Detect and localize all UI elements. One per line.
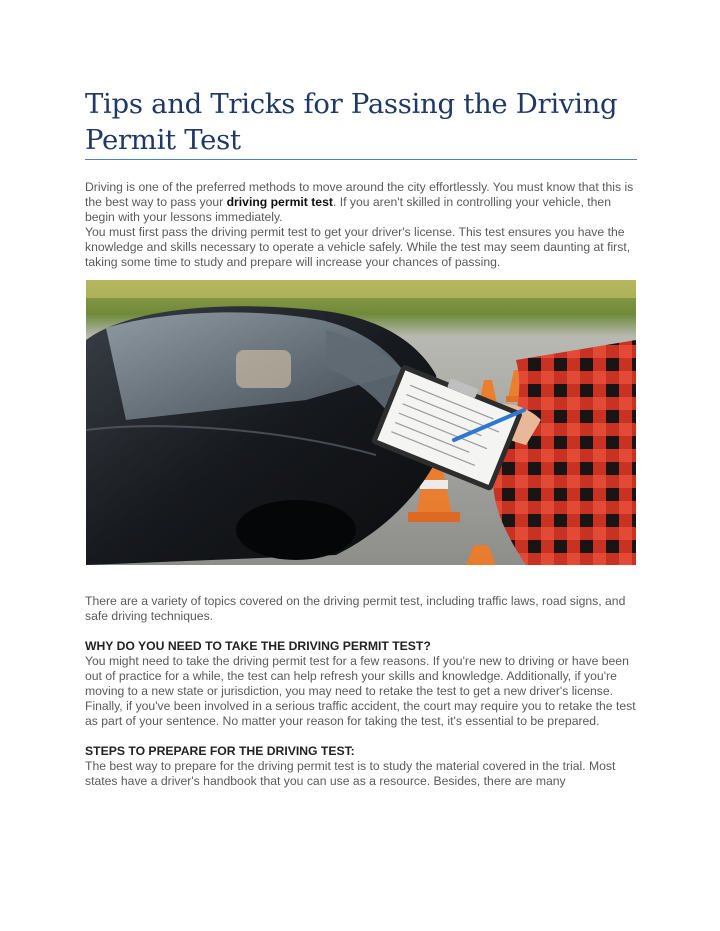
intro-text-after: . If you aren't skilled in controlling your vehicle, then begin with your lessons immediately. [85, 195, 611, 224]
steps-paragraph-1: The best way to prepare for the driving permit test is to study the material covered in the trial. Most states have a driver's handbook that you can use as a resource. Besides, there are many [85, 759, 616, 788]
intro-paragraph-1 [85, 180, 637, 225]
driving-permit-test-link[interactable]: driving permit test [226, 195, 333, 209]
after-image-paragraph: There are a variety of topics covered on the driving permit test, including traffic laws, road signs, and safe driving techniques. [85, 594, 626, 623]
article-photo [86, 280, 636, 565]
photo-car-instructor-clipboard-icon [86, 280, 636, 565]
section-heading-why: WHY DO YOU NEED TO TAKE THE DRIVING PERMIT TEST? [85, 639, 431, 653]
section-heading-steps: STEPS TO PREPARE FOR THE DRIVING TEST: [85, 744, 355, 758]
content-section [85, 594, 637, 789]
why-paragraph-1: You might need to take the driving permit test for a few reasons. If you're new to driving or have been out of practice for a while, the test can help refresh your skills and knowledge. Additionally, if you're moving to a new state or jurisdiction, you may need to retake the test to get a new driver's license. [85, 654, 629, 698]
intro-text-before: Driving is one of the preferred methods to move around the city effortlessly. You must know that this is the best way to pass your [85, 180, 634, 209]
intro-section [85, 180, 637, 270]
title-divider [85, 159, 637, 160]
page-title: Tips and Tricks for Passing the Driving Permit Test [85, 88, 618, 156]
intro-paragraph-2: You must first pass the driving permit test to get your driver's license. This test ensures you have the knowledge and skills necessary to operate a vehicle safely. While the test may seem daunting at first, taking some time to study and prepare will increase your chances of passing. [85, 225, 631, 269]
why-paragraph-2: Finally, if you've been involved in a serious traffic accident, the court may require you to retake the test as part of your sentence. No matter your reason for taking the test, it's essential to be prepared. [85, 699, 636, 728]
